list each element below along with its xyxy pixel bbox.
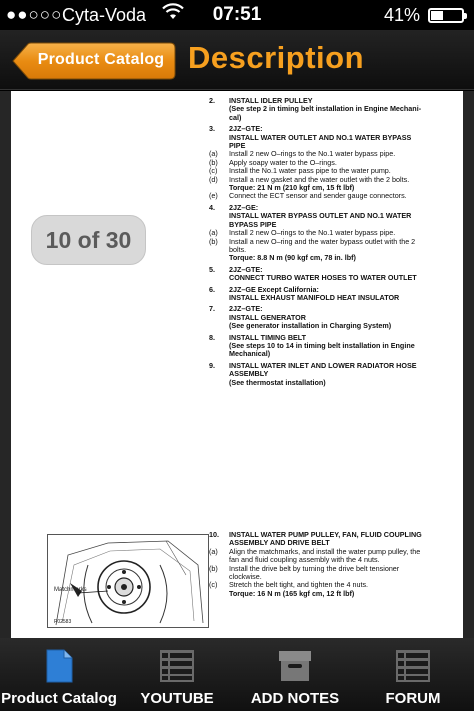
substep-letter: (c) [209,166,218,176]
step-text-line: PIPE [229,141,246,151]
tab-youtube[interactable] [118,638,236,711]
step-text-line: 2JZ–GTE: [229,304,263,314]
doc-step [209,531,463,548]
doc-substep [209,254,463,262]
step-text-line: BYPASS PIPE [229,219,277,229]
page-indicator: 10 of 30 [31,215,146,265]
substep-letter: (a) [209,228,218,238]
step-text-line: fan and fluid coupling assembly with the 4 nuts. [229,555,380,565]
step-number: 4. [209,202,215,212]
page-title: Description [188,40,365,75]
battery-percent: 41% [383,5,420,25]
doc-step [209,286,463,303]
status-bar [0,0,474,30]
substep-letter: (d) [209,174,218,184]
step-number: 10. [209,530,219,539]
doc-substep [209,238,463,255]
step-number: 3. [209,124,215,134]
step-text-line: Torque: 16 N m (165 kgf cm, 12 ft lbf) [229,588,355,598]
step-number: 8. [209,332,215,342]
tab-forum[interactable] [354,638,472,711]
figure-drive-belt [47,534,209,628]
step-text-line: Mechanical) [229,349,271,359]
substep-letter: (c) [209,580,218,590]
step-text-line: Install the No.1 water pass pipe to the water pump. [229,166,391,176]
doc-step [209,362,463,387]
doc-step [209,125,463,150]
doc-step [209,204,463,229]
doc-substep [209,590,463,598]
document-text-top [209,97,463,387]
substep-letter [209,254,229,262]
step-text-line: INSTALL WATER OUTLET AND NO.1 WATER BYPASS [229,132,412,142]
step-text-line: ASSEMBLY AND DRIVE BELT [229,538,330,548]
doc-substep [209,192,463,200]
step-text-line: Install the drive belt by turning the drive belt tensioner [229,563,400,573]
document-page[interactable] [11,91,463,638]
step-text-line: Install 2 new O–rings to the No.1 water bypass pipe. [229,228,396,238]
figure-code: P02583 [54,619,72,625]
figure-matchmarks-label: Matchmarks [54,587,87,593]
step-text-line: Torque: 21 N m (210 kgf cm, 15 ft lbf) [229,183,355,193]
tab-label: YOUTUBE [140,690,214,707]
list-icon [118,648,236,684]
list-icon [354,648,472,684]
archive-box-icon [236,648,354,684]
doc-step [209,266,463,283]
step-number: 9. [209,360,215,370]
step-text-line: 2JZ–GTE: [229,124,263,134]
step-text-line: (See steps 10 to 14 in timing belt installation in Engine [229,340,415,350]
tab-label: Product Catalog [1,690,117,707]
back-button[interactable] [12,42,176,80]
substep-letter: (a) [209,149,218,159]
carrier-name: Cyta-Voda [62,5,147,25]
step-text-line: INSTALL EXHAUST MANIFOLD HEAT INSULATOR [229,292,400,302]
doc-step [209,305,463,330]
battery-fill [431,11,443,20]
doc-substep [209,548,463,565]
document-icon [0,648,118,684]
step-text-line: cal) [229,112,242,122]
step-text-line: Apply soapy water to the O–rings. [229,157,337,167]
step-text-line: Install a new O–ring and the water bypass outlet with the 2 [229,236,416,246]
step-text-line: INSTALL TIMING BELT [229,332,307,342]
tab-product-catalog[interactable] [0,638,118,711]
step-text-line: Install a new gasket and the water outlet with the 2 bolts. [229,174,410,184]
back-button-label: Product Catalog [37,51,165,68]
step-text-line: Align the matchmarks, and install the water pump pulley, the [229,546,421,556]
tab-bar [0,638,474,711]
status-time: 07:51 [212,4,262,25]
tab-label: ADD NOTES [250,690,340,707]
substep-letter: (a) [209,546,218,556]
step-text-line: INSTALL WATER BYPASS OUTLET AND NO.1 WATER [229,211,412,221]
doc-step [209,97,463,122]
document-text-bottom [209,531,463,598]
step-text-line: ASSEMBLY [229,369,269,379]
step-number: 5. [209,264,215,274]
step-text-line: Connect the ECT sensor and sender gauge connectors. [229,191,407,201]
tab-add-notes[interactable] [236,638,354,711]
step-text-line: Install 2 new O–rings to the No.1 water bypass pipe. [229,149,396,159]
tab-label: FORUM [385,690,441,707]
step-number: 6. [209,284,215,294]
doc-step [209,334,463,359]
step-number: 7. [209,304,215,314]
battery-icon [428,8,464,23]
content-area[interactable] [0,91,474,638]
step-text-line: Stretch the belt tight, and tighten the 4 nuts. [229,580,369,590]
step-number: 2. [209,96,215,105]
step-text-line: bolts. [229,244,247,254]
step-text-line: CONNECT TURBO WATER HOSES TO WATER OUTLET [229,273,417,283]
substep-letter: (b) [209,157,218,167]
step-text-line: Torque: 8.8 N m (90 kgf cm, 78 in. lbf) [229,253,356,263]
step-text-line: INSTALL IDLER PULLEY [229,96,313,105]
substep-letter: (b) [209,236,218,246]
substep-letter [209,590,229,598]
step-text-line: (See step 2 in timing belt installation in Engine Mechani- [229,104,422,114]
step-text-line: INSTALL WATER PUMP PULLEY, FAN, FLUID COUPLING [229,530,422,539]
step-text-line: (See thermostat installation) [229,377,326,387]
doc-substep [209,565,463,582]
substep-letter: (e) [209,191,218,201]
substep-letter: (b) [209,563,218,573]
signal-strength: ●●○○○ [6,5,63,24]
step-text-line: INSTALL WATER INLET AND LOWER RADIATOR HOSE [229,360,417,370]
navigation-bar [0,30,474,90]
step-text-line: clockwise. [229,572,262,582]
step-text-line: 2JZ–GTE: [229,264,263,274]
step-text-line: 2JZ–GE: [229,202,259,212]
step-text-line: INSTALL GENERATOR [229,312,306,322]
step-text-line: 2JZ–GE Except California: [229,284,319,294]
step-text-line: (See generator installation in Charging System) [229,321,392,331]
